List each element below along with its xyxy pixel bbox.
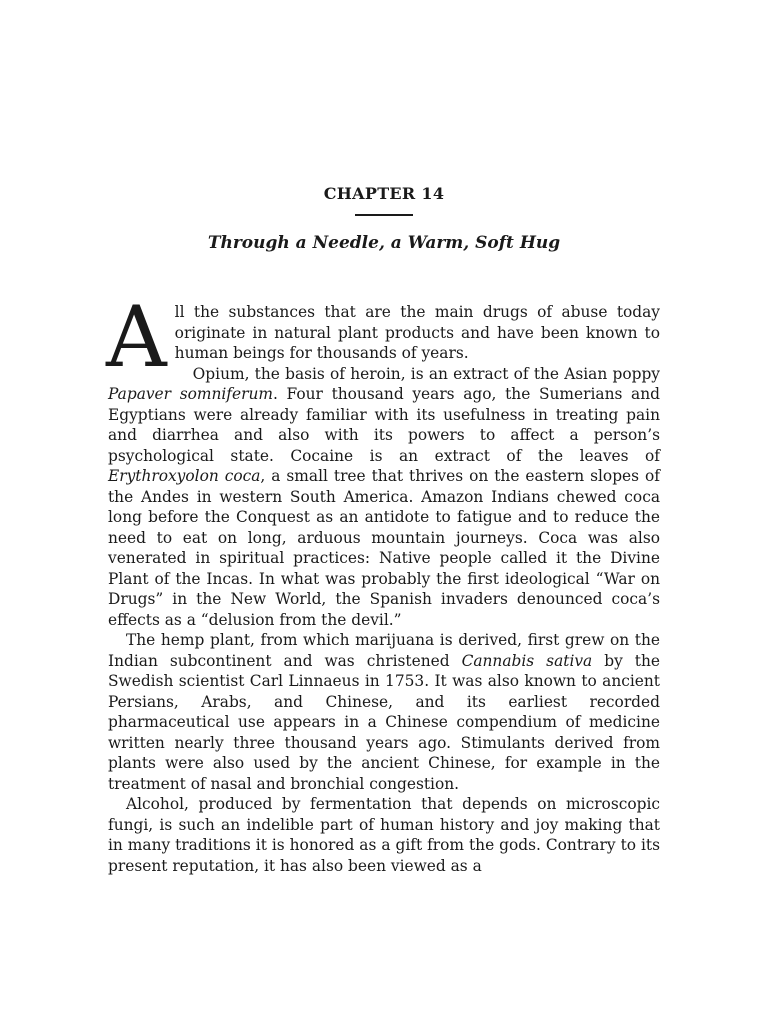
species-name-cannabis: Cannabis sativa: [461, 651, 593, 670]
paragraph-3: [108, 630, 660, 794]
chapter-divider: [355, 214, 413, 216]
paragraph-3-text-a: The hemp plant, from which marijuana is derived, first grew on the Indian subcontinent and was christened: [108, 631, 660, 670]
paragraph-4-text: Alcohol, produced by fermentation that depends on microscopic fungi, is such an indelible part of human history and joy making that in many traditions it is honored as a gift from the gods. Contrary to its present reputation, it has also been viewed as a: [108, 795, 660, 875]
paragraph-3-text-b: by the Swedish scientist Carl Linnaeus in 1753. It was also known to ancient Persians, Arabs, and Chinese, and its earliest recorded pharmaceutical use appears in a Chinese compendium of medicine written nearly three thousand years ago. Stimulants derived from plants were also used by the ancient Chinese, for example in the treatment of nasal and bronchial congestion.: [108, 651, 660, 793]
paragraph-2-text-b: . Four thousand years ago, the Sumerians and Egyptians were already familiar with its usefulness in treating pain and diarrhea and also with its powers to affect a person’s psychological state. Cocaine is an extract of the leaves of: [108, 385, 660, 465]
paragraph-2: [108, 364, 660, 631]
paragraph-2-text-a: Opium, the basis of heroin, is an extract of the Asian poppy: [192, 364, 660, 383]
species-name-erythroxyolon: Erythroxyolon coca: [108, 467, 261, 485]
paragraph-1-text: ll the substances that are the main drugs of abuse today originate in natural plant products and have been known to human beings for thousands of years.: [174, 303, 660, 362]
body-text: [106, 288, 660, 876]
species-name-papaver: Papaver somniferum: [108, 385, 273, 403]
drop-cap: A: [106, 288, 167, 386]
paragraph-4: [108, 794, 660, 876]
chapter-number: CHAPTER 14: [323, 184, 445, 203]
chapter-title: Through a Needle, a Warm, Soft Hug: [207, 233, 561, 253]
paragraph-2-text-c: , a small tree that thrives on the eastern slopes of the Andes in western South America. Amazon Indians chewed coca long before the Conquest as an antidote to fatigue and to reduce the need to eat on long, arduous mountain journeys. Coca was also venerated in spiritual practices: Native people called it the Divine Plant of the Incas. In what was probably the first ideological “War on Drugs” in the New World, the Spanish invaders denounced coca’s effects as a “delusion from the devil.”: [108, 467, 660, 629]
